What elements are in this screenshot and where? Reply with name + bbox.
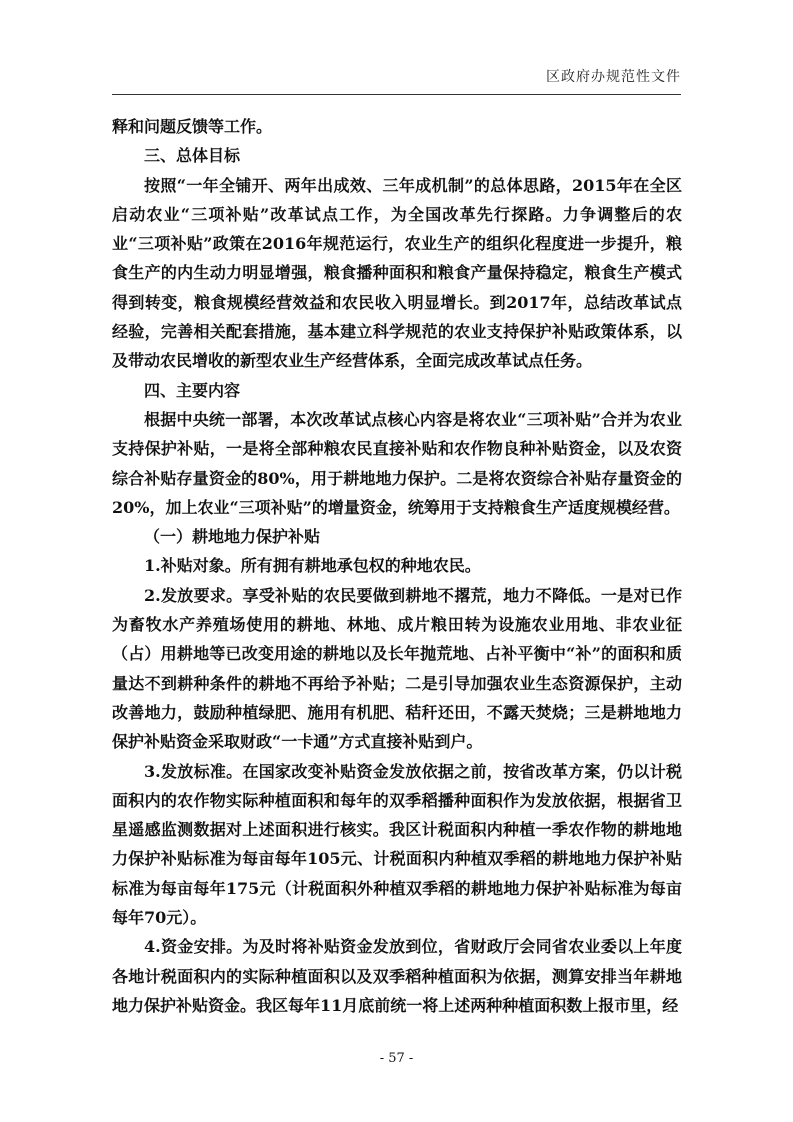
page-number: - 57 -: [379, 1051, 414, 1066]
section-heading: 三、总体目标: [144, 146, 241, 166]
paragraph: 按照“一年全铺开、两年出成效、三年成机制”的总体思路，2015年在全区启动农业“三项补贴”改革试点工作，为全国改革先行探路。力争调整后的农业“三项补贴”政策在2016年规范运行，农业生产的组织化程度进一步提升，粮食生产的内生动力明显增强，粮食播种面积和粮食产量保持稳定，粮食生产模式得到转变，粮食规模经营效益和农民收入明显增长。到2017年，总结改革试点经验，完善相关配套措施，基本建立科学规范的农业支持保护补贴政策体系，以及带动农民增收的新型农业生产经营体系，全面完成改革试点任务。: [112, 175, 682, 371]
paragraph: 4.资金安排。为及时将补贴资金发放到位，省财政厅会同省农业委以上年度各地计税面积内的实际种植面积以及双季稻种植面积为依据，测算安排当年耕地地力保护补贴资金。我区每年11月底前统一将上述两种种植面积数上报市里，经: [112, 937, 682, 1015]
header-rule: [112, 94, 681, 95]
subsection-heading: （一）耕地地力保护补贴: [144, 527, 321, 547]
paragraph: 1.补贴对象。所有拥有耕地承包权的种地农民。: [144, 556, 481, 576]
paragraph: 3.发放标准。在国家改变补贴资金发放依据之前，按省改革方案，仍以计税面积内的农作物实际种植面积和每年的双季稻播种面积作为发放依据，根据省卫星遥感监测数据对上述面积进行核实。我区计税面积内种植一季农作物的耕地地力保护补贴标准为每亩每年105元、计税面积内种植双季稻的耕地地力保护补贴标准为每亩每年175元（计税面积外种植双季稻的耕地地力保护补贴标准为每亩每年70元）。: [112, 761, 682, 928]
document-body: [112, 112, 682, 1020]
paragraph: 根据中央统一部署，本次改革试点核心内容是将农业“三项补贴”合并为农业支持保护补贴，一是将全部种粮农民直接补贴和农作物良种补贴资金，以及农资综合补贴存量资金的80%，用于耕地地力保护。二是将农资综合补贴存量资金的20%，加上农业“三项补贴”的增量资金，统筹用于支持粮食生产适度规模经营。: [112, 409, 682, 517]
paragraph: 2.发放要求。享受补贴的农民要做到耕地不撂荒，地力不降低。一是对已作为畜牧水产养殖场使用的耕地、林地、成片粮田转为设施农业用地、非农业征（占）用耕地等已改变用途的耕地以及长年抛荒地、占补平衡中“补”的面积和质量达不到耕种条件的耕地不再给予补贴；二是引导加强农业生态资源保护，主动改善地力，鼓励种植绿肥、施用有机肥、秸秆还田，不露天焚烧；三是耕地地力保护补贴资金采取财政“一卡通”方式直接补贴到户。: [112, 585, 682, 752]
section-heading: 四、主要内容: [144, 380, 241, 400]
header-title: 区政府办规范性文件: [546, 69, 681, 85]
paragraph: 释和问题反馈等工作。: [112, 117, 273, 136]
